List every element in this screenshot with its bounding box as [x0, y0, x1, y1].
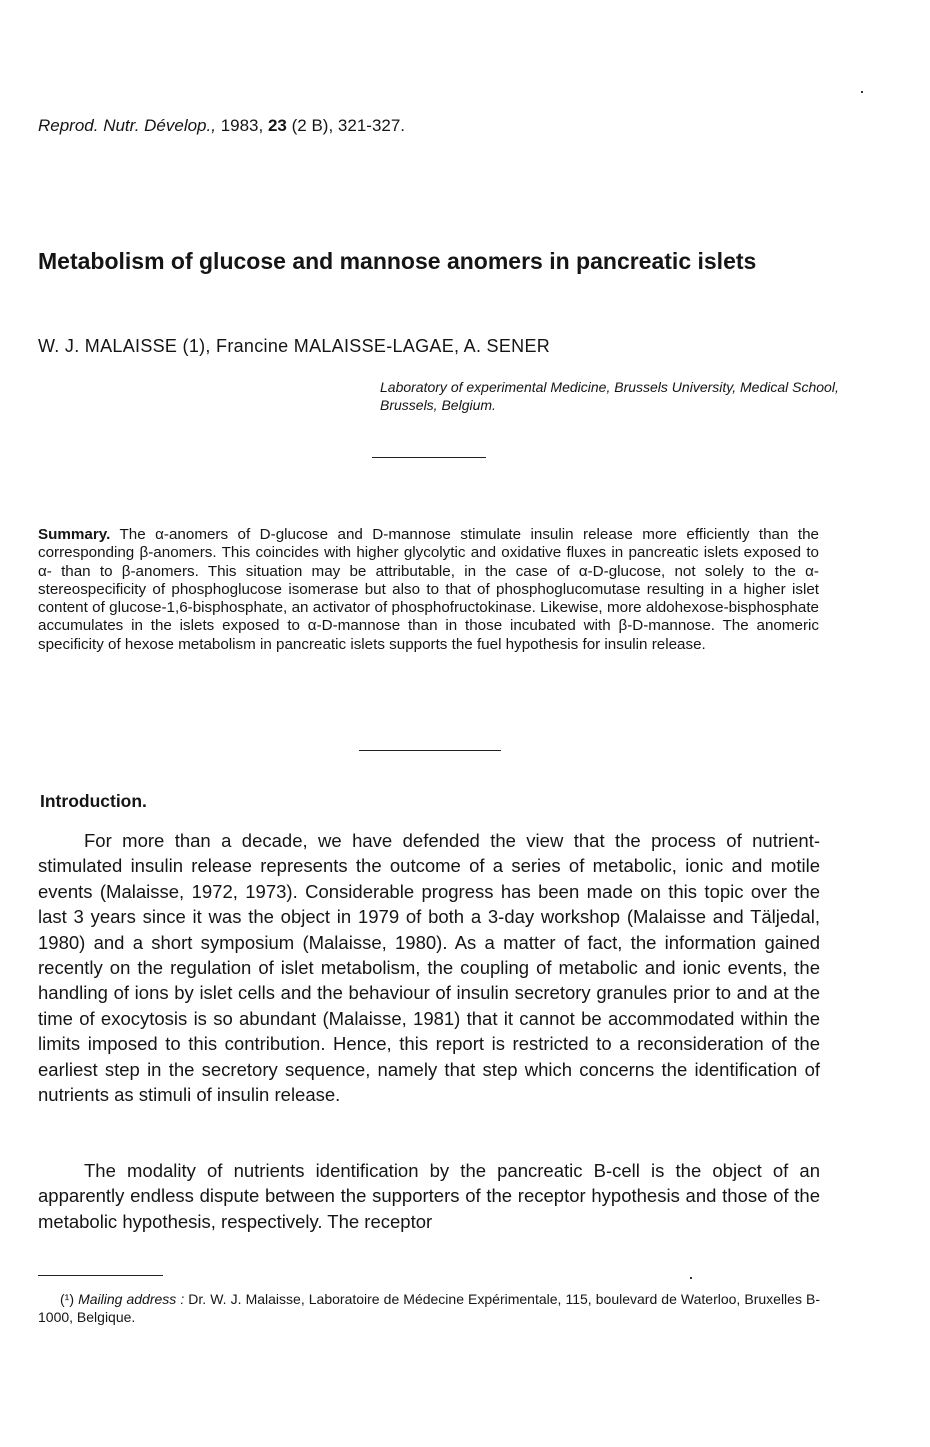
body-paragraph [38, 828, 820, 1107]
paragraph-text: For more than a decade, we have defended the view that the process of nutrient-stimulated insulin release represents the outcome of a series of metabolic, ionic and motile events (Malaisse, 1972, 1973). Considerable progress has been made on this topic over the last 3 years since it was the object in 1979 of both a 3-day workshop (Malaisse and Täljedal, 1980) and a short symposium (Malaisse, 1980). As a matter of fact, the information gained recently on the regulation of islet metabolism, the coupling of metabolic and ionic events, the handling of ions by islet cells and the behaviour of insulin secretory granules prior to and at the time of exocytosis is so abundant (Malaisse, 1981) that it cannot be accommodated within the limits imposed to this contribution. Hence, this report is restricted to a reconsideration of the earliest step in the secretory sequence, namely that step which concerns the identification of nutrients as stimuli of insulin release. [38, 830, 820, 1106]
journal-name: Reprod. Nutr. Dévelop., [38, 116, 216, 135]
journal-volume: 23 [267, 116, 287, 135]
divider-rule [372, 457, 486, 458]
footnote-label: Mailing address : [78, 1291, 185, 1307]
summary-label: Summary. [38, 526, 111, 543]
journal-citation [38, 116, 405, 136]
scan-speck [861, 91, 863, 93]
journal-pages: 321-327. [337, 116, 406, 135]
journal-issue: (2 B), [291, 116, 334, 135]
journal-year: 1983, [220, 116, 264, 135]
footnote-rule [38, 1275, 163, 1276]
summary-block [38, 526, 819, 654]
footnote-text: Dr. W. J. Malaisse, Laboratoire de Médecine Expérimentale, 115, boulevard de Waterloo, Bruxelles B-1000, Belgique. [38, 1291, 821, 1325]
divider-rule [359, 750, 501, 751]
footnote-marker: (¹) [60, 1291, 74, 1307]
footnote [38, 1290, 820, 1326]
paragraph-text: The modality of nutrients identification by the pancreatic B-cell is the object of an apparently endless dispute between the supporters of the receptor hypothesis and those of the metabolic hypothesis, respectively. The receptor [38, 1160, 820, 1232]
article-authors: W. J. MALAISSE (1), Francine MALAISSE-LAGAE, A. SENER [38, 336, 551, 356]
body-paragraph [38, 1158, 820, 1234]
article-title: Metabolism of glucose and mannose anomers in pancreatic islets [38, 248, 757, 274]
summary-text: The α-anomers of D-glucose and D-mannose stimulate insulin release more efficiently than the corresponding β-anomers. This coincides with higher glycolytic and oxidative fluxes in pancreatic islets exposed to α- than to β-anomers. This situation may be attributable, in the case of α-D-glucose, not solely to the α-stereospecificity of phosphoglucose isomerase but also to that of phosphoglucomutase resulting in a higher islet content of glucose-1,6-bisphosphate, an activator of phosphofructokinase. Likewise, more aldohexose-bisphosphate accumulates in the islets exposed to α-D-mannose than in those incubated with β-D-mannose. The anomeric specificity of hexose metabolism in pancreatic islets supports the fuel hypothesis for insulin release. [38, 526, 820, 653]
author-affiliation: Laboratory of experimental Medicine, Brussels University, Medical School, Brussels, Belgium. [380, 379, 839, 413]
section-heading: Introduction. [40, 791, 147, 811]
scan-speck [690, 1277, 692, 1279]
